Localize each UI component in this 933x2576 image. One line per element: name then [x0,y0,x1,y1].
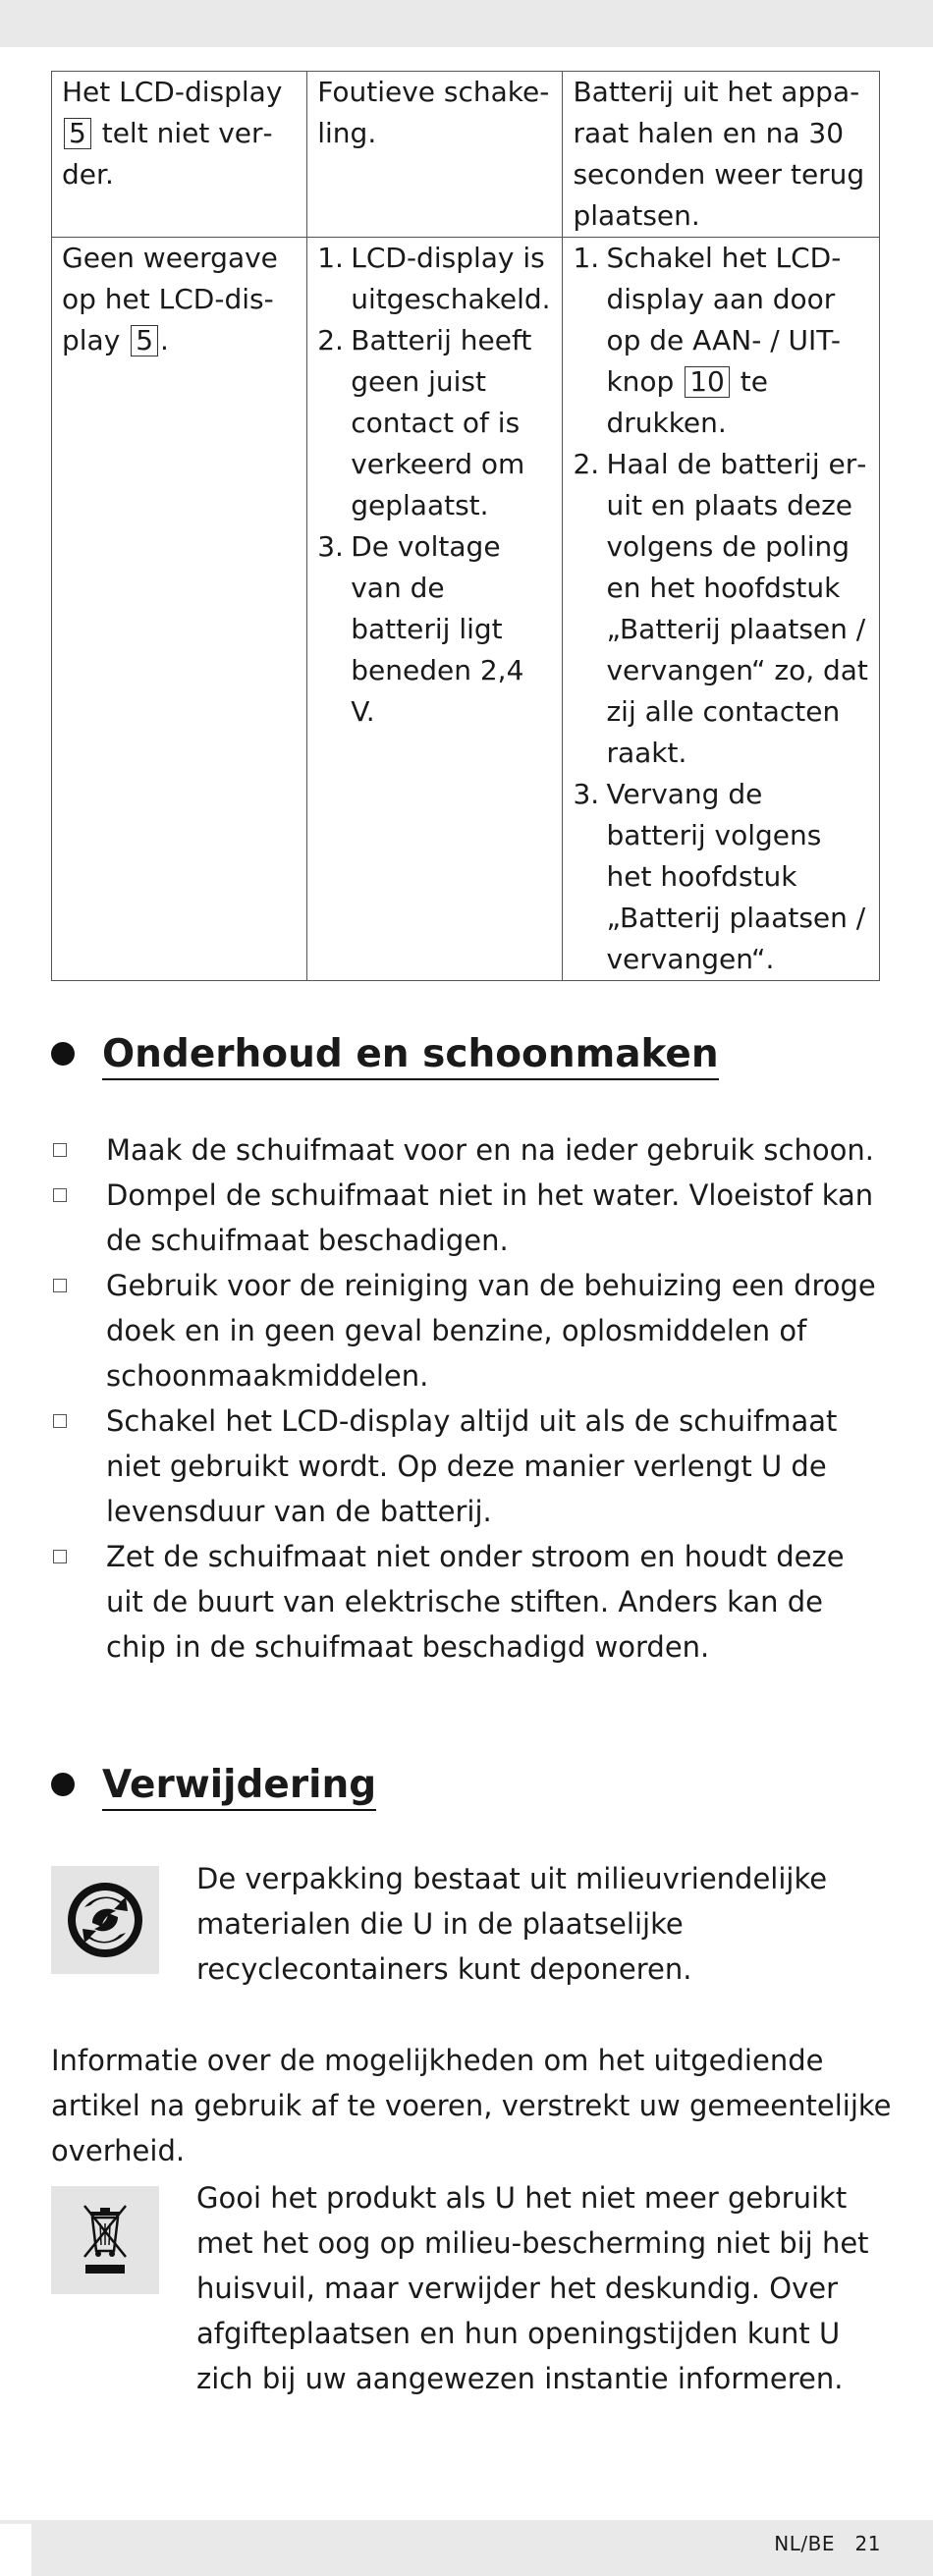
disposal-heading: Verwijdering [51,1760,376,1811]
care-heading: Onderhoud en schoonmaken [51,1029,719,1080]
checkbox-bullet-icon [53,1414,67,1428]
checkbox-bullet-icon [53,1279,67,1292]
cause-list [317,238,552,733]
list-item: Schakel het LCD-display altijd uit als de schuifmaat niet gebruikt wordt. Op deze manier verlengt U de levensduur van de batterij. [51,1398,886,1534]
list-item: 1. Schakel het LCD-display aan door op de AAN- / UIT-knop 10 te drukken. [573,242,842,439]
troubleshooting-table [51,71,880,981]
problem-cell: Het LCD-display 5 telt niet verder. [52,72,307,238]
top-margin-bar [0,0,933,47]
ref-number: 5 [64,118,91,149]
list-item: Zet de schuifmaat niet onder stroom en houdt deze uit de buurt van elektrische stiften. Anders kan de chip in de schuifmaat beschadigd worden. [51,1534,886,1670]
list-item: 2. Haal de batterij eruit en plaats deze volgens de poling en het hoofdstuk „Batterij plaatsen / vervangen“ zo, dat zij alle contacten raakt. [573,448,868,769]
checkbox-bullet-icon [53,1188,67,1202]
heading-bullet-icon [51,1773,75,1796]
list-item: Dompel de schuifmaat niet in het water. Vloeistof kan de schuifmaat beschadigen. [51,1173,886,1263]
checkbox-bullet-icon [53,1143,67,1157]
cause-cell [307,238,563,981]
problem-cell: Geen weergave op het LCD-display 5 . [52,238,307,981]
ref-number: 5 [131,325,158,356]
footer-tab [0,2524,31,2576]
table-row [52,72,880,238]
checkbox-bullet-icon [53,1550,67,1563]
info-text: Informatie over de mogelijkheden om het uitgediende artikel na gebruik af te voeren, verstrekt uw gemeentelijke overheid. [51,2044,892,2167]
heading-bullet-icon [51,1042,75,1066]
page-number: NL/BE 21 [774,2532,881,2555]
list-item: 2. Batterij heeft geen juist contact of is verkeerd om geplaatst. [317,324,532,521]
green-dot-recycle-icon [51,1866,159,1974]
solution-cell: Batterij uit het apparaat halen en na 30 seconden weer terug plaatsen. [563,72,880,238]
list-item: 3. Vervang de batterij volgens het hoofdstuk „Batterij plaatsen / vervangen“. [573,778,866,975]
list-item: 3. De voltage van de batterij ligt beneden 2,4 V. [317,530,524,728]
recycle-text: De verpakking bestaat uit milieuvriendelijke materialen die U in de plaatselijke recyclecontainers kunt deponeren. [196,1862,828,1986]
care-list [51,1127,886,1670]
solution-cell [563,238,880,981]
weee-text: Gooi het produkt als U het niet meer gebruikt met het oog op milieu-bescherming niet bij het huisvuil, maar verwijder het deskundig. Over afgifteplaatsen en hun openingstijden kunt U zich bij uw aangewezen instantie informeren. [196,2181,869,2395]
table-row [52,238,880,981]
crossed-out-bin-icon [51,2186,159,2294]
ref-number: 10 [685,366,730,398]
list-item: Gebruik voor de reiniging van de behuizing een droge doek en in geen geval benzine, oplosmiddelen of schoonmaakmiddelen. [51,1263,886,1398]
cause-cell: Foutieve schakeling. [307,72,563,238]
list-item: Maak de schuifmaat voor en na ieder gebruik schoon. [51,1127,886,1173]
list-item: 1. LCD-display is uitgeschakeld. [317,242,551,315]
solution-list [573,238,869,980]
